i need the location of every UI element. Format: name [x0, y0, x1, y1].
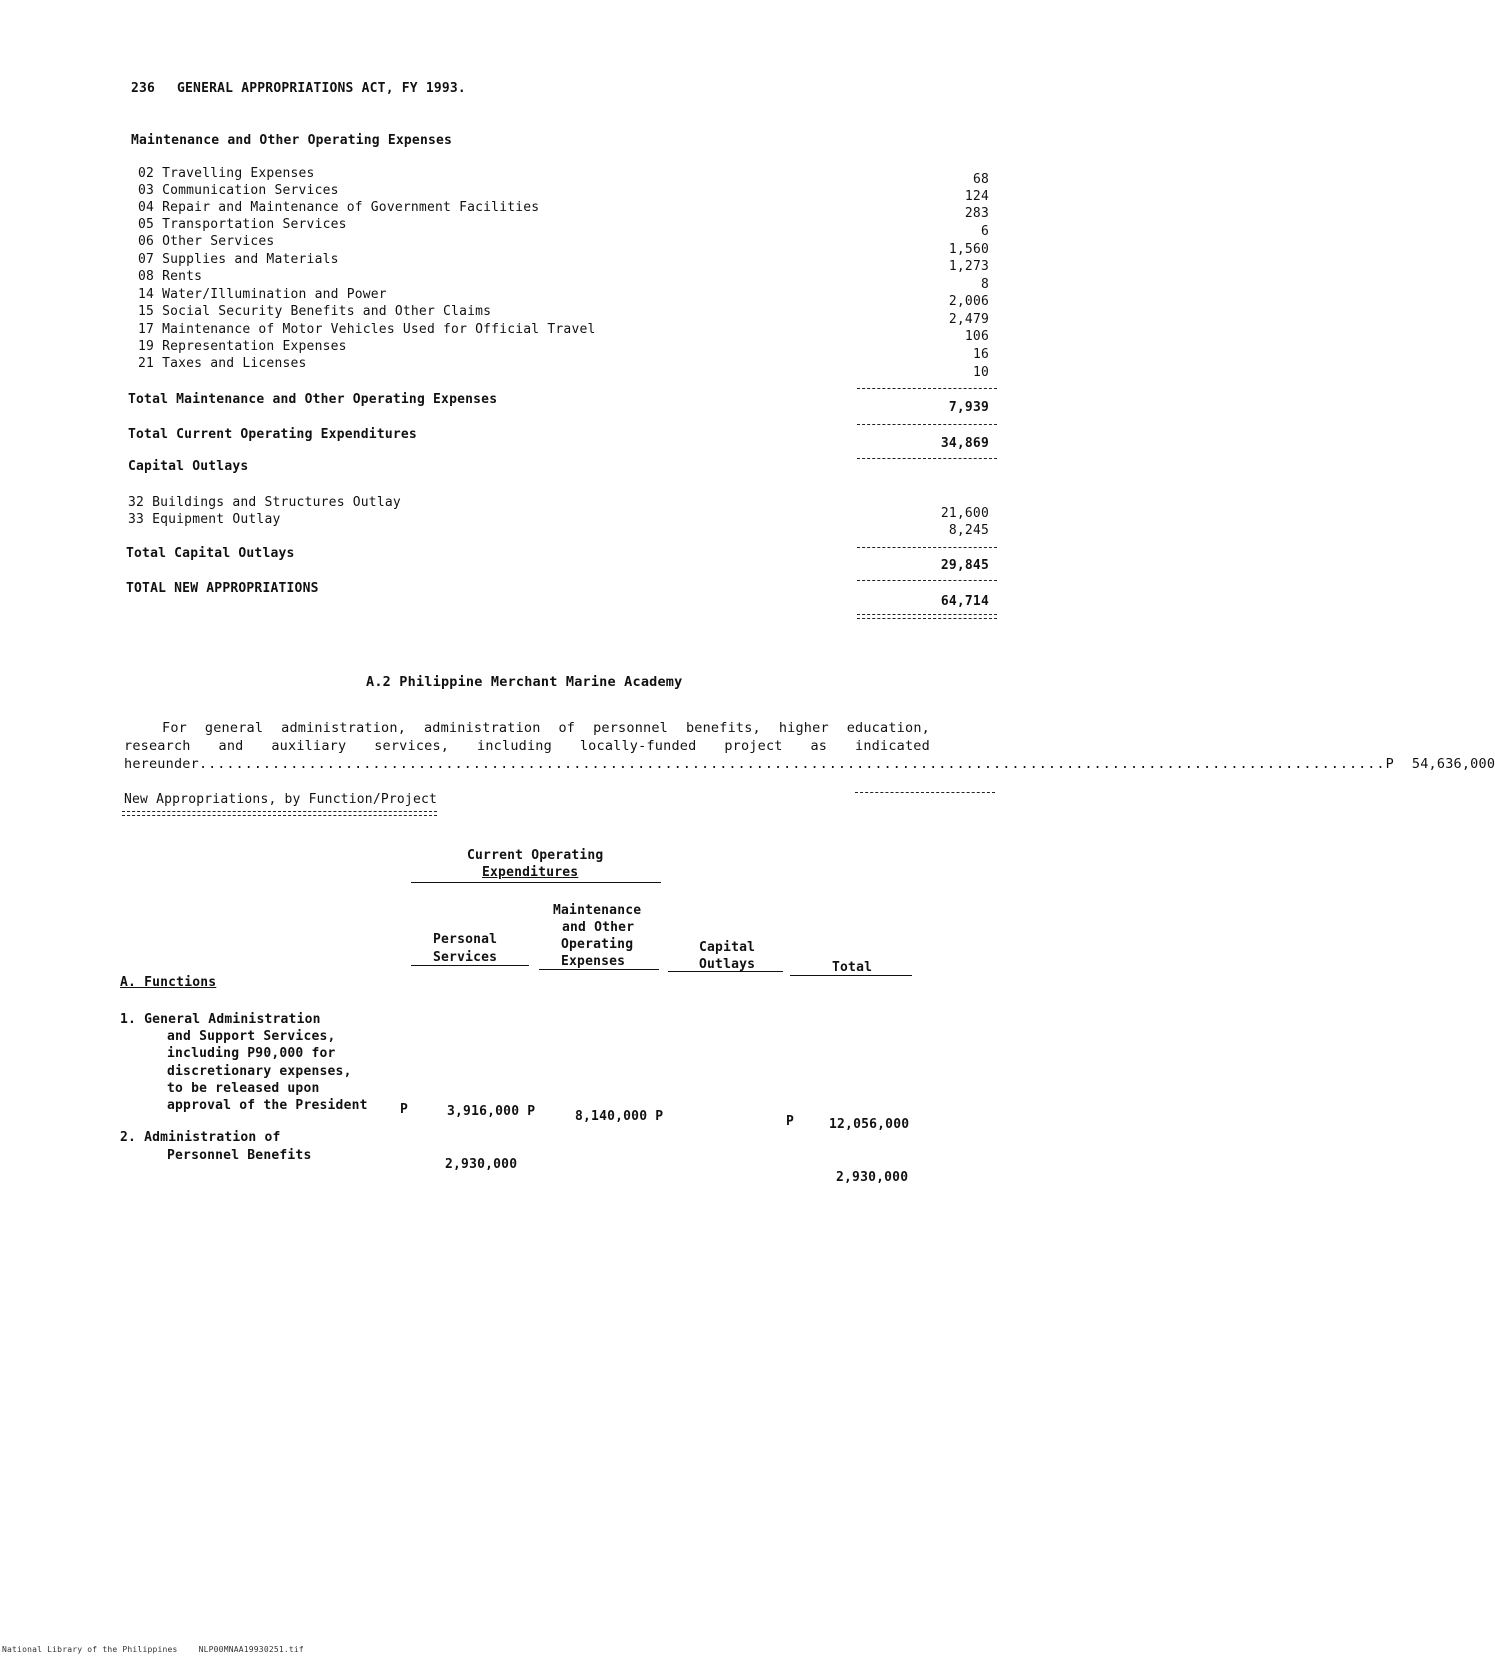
- section-title: A.2 Philippine Merchant Marine Academy: [366, 674, 683, 690]
- cell-total: 12,056,000: [829, 1117, 910, 1132]
- moe-item-label: 07 Supplies and Materials: [138, 252, 339, 267]
- col-rule: [668, 971, 783, 972]
- row-label: 1. General Administration: [120, 1012, 321, 1027]
- total-rule: [857, 388, 997, 389]
- moe-item-label: 03 Communication Services: [138, 183, 339, 198]
- grand-total-value: 64,714: [940, 594, 989, 609]
- moe-item-label: 19 Representation Expenses: [138, 339, 347, 354]
- moe-item-value: 8: [980, 277, 989, 292]
- moe-item-value: 1,273: [948, 259, 989, 274]
- moe-item-value: 6: [980, 224, 989, 239]
- paragraph-word: higher: [778, 720, 829, 736]
- moe-item-value: 1,560: [948, 242, 989, 257]
- capital-total-label: Total Capital Outlays: [126, 546, 295, 561]
- paragraph-word: locally-funded: [579, 738, 697, 754]
- paragraph-word: auxiliary: [271, 738, 347, 754]
- current-total-value: 34,869: [940, 436, 989, 451]
- col-moe-header: Maintenance: [553, 903, 642, 918]
- paragraph-word: indicated: [855, 738, 930, 754]
- moe-item-value: 283: [964, 206, 989, 221]
- total-rule: [857, 580, 997, 581]
- col-total-header: Total: [832, 960, 873, 975]
- moe-item-value: 10: [972, 365, 989, 380]
- col-rule: [790, 975, 912, 976]
- col-moe-header: Expenses: [561, 954, 626, 969]
- moe-item-label: 05 Transportation Services: [138, 217, 347, 232]
- col-co-header: Capital: [699, 940, 756, 955]
- moe-item-label: 17 Maintenance of Motor Vehicles Used for Official Travel: [138, 322, 596, 337]
- moe-item-value: 68: [972, 172, 989, 187]
- paragraph-word: administration,: [281, 720, 407, 736]
- capital-item-value: 8,245: [948, 523, 989, 538]
- paragraph-word: project: [724, 738, 783, 754]
- paragraph-word: research: [124, 738, 191, 754]
- total-rule: [857, 547, 997, 548]
- row-label: and Support Services,: [167, 1029, 336, 1044]
- moe-item-value: 2,006: [948, 294, 989, 309]
- row-label: Personnel Benefits: [167, 1148, 312, 1163]
- capital-heading: Capital Outlays: [128, 459, 249, 474]
- paragraph-word: benefits,: [685, 720, 761, 736]
- grand-total-double-rule: [857, 614, 997, 619]
- col-moe-header: and Other: [562, 920, 635, 935]
- row-label: to be released upon: [167, 1081, 320, 1096]
- current-total-label: Total Current Operating Expenditures: [128, 427, 417, 442]
- paragraph-word: including: [477, 738, 552, 754]
- col-co-header: Outlays: [699, 957, 756, 972]
- moe-item-label: 14 Water/Illumination and Power: [138, 287, 387, 302]
- paragraph-word: services,: [374, 738, 450, 754]
- col-group-header-2: Expenditures: [482, 865, 579, 880]
- col-group-header: Current Operating: [467, 848, 604, 863]
- total-rule: [855, 792, 995, 793]
- paragraph-word: personnel: [593, 720, 669, 736]
- page-number: 236: [131, 81, 156, 96]
- col-ps-header: Services: [433, 950, 498, 965]
- page-header-title: GENERAL APPROPRIATIONS ACT, FY 1993.: [177, 81, 466, 96]
- cell-moe: 8,140,000 P: [575, 1109, 664, 1124]
- new-appropriations-label: New Appropriations, by Function/Project: [124, 792, 438, 807]
- total-rule: [857, 458, 997, 459]
- col-ps-header: Personal: [433, 932, 498, 947]
- moe-item-label: 08 Rents: [138, 269, 203, 284]
- total-rule: [857, 424, 997, 425]
- row-label: discretionary expenses,: [167, 1064, 352, 1079]
- paragraph-word: administration: [423, 720, 541, 736]
- label-double-rule: [122, 811, 437, 816]
- moe-item-label: 21 Taxes and Licenses: [138, 356, 307, 371]
- moe-item-value: 124: [964, 189, 989, 204]
- scan-footer: [2, 1645, 304, 1654]
- moe-item-label: 06 Other Services: [138, 234, 275, 249]
- grand-total-label: TOTAL NEW APPROPRIATIONS: [126, 581, 319, 596]
- cell-ps: 2,930,000: [445, 1157, 518, 1172]
- moe-item-label: 02 Travelling Expenses: [138, 166, 315, 181]
- moe-total-value: 7,939: [948, 400, 989, 415]
- section-paragraph: [124, 720, 1495, 774]
- currency-symbol: P: [786, 1114, 795, 1129]
- col-rule: [411, 965, 529, 966]
- moe-item-label: 04 Repair and Maintenance of Government Facilities: [138, 200, 540, 215]
- cell-ps: 3,916,000 P: [447, 1104, 536, 1119]
- paragraph-word: general: [204, 720, 264, 736]
- paragraph-word: hereunder: [124, 756, 199, 772]
- row-label: approval of the President: [167, 1098, 368, 1113]
- footer-library: National Library of the Philippines: [2, 1645, 178, 1654]
- capital-item-label: 32 Buildings and Structures Outlay: [128, 495, 401, 510]
- footer-file: NLP00MNAA19930251.tif: [198, 1645, 304, 1654]
- row-label: including P90,000 for: [167, 1046, 336, 1061]
- capital-item-value: 21,600: [940, 506, 989, 521]
- capital-item-label: 33 Equipment Outlay: [128, 512, 281, 527]
- row-label: 2. Administration of: [120, 1130, 281, 1145]
- moe-item-value: 2,479: [948, 312, 989, 327]
- currency-symbol: P: [400, 1102, 409, 1117]
- moe-item-value: 106: [964, 329, 989, 344]
- moe-total-label: Total Maintenance and Other Operating Expenses: [128, 392, 498, 407]
- paragraph-word: of: [558, 720, 576, 736]
- paragraph-word: and: [218, 738, 244, 754]
- paragraph-word: For: [162, 720, 187, 736]
- functions-label: A. Functions: [120, 975, 217, 990]
- capital-total-value: 29,845: [940, 558, 989, 573]
- currency-symbol: P: [1385, 756, 1394, 772]
- col-moe-header: Operating: [561, 937, 634, 952]
- appropriation-amount: 54,636,000: [1411, 756, 1495, 772]
- col-group-rule: [411, 882, 661, 883]
- moe-heading: Maintenance and Other Operating Expenses: [131, 133, 453, 148]
- paragraph-word: as: [810, 738, 828, 754]
- col-rule: [539, 969, 659, 970]
- cell-total: 2,930,000: [836, 1170, 909, 1185]
- moe-item-value: 16: [972, 347, 989, 362]
- paragraph-word: education,: [846, 720, 930, 736]
- moe-item-label: 15 Social Security Benefits and Other Claims: [138, 304, 492, 319]
- leader-dots: ..................................................................................................................................: [198, 756, 1386, 772]
